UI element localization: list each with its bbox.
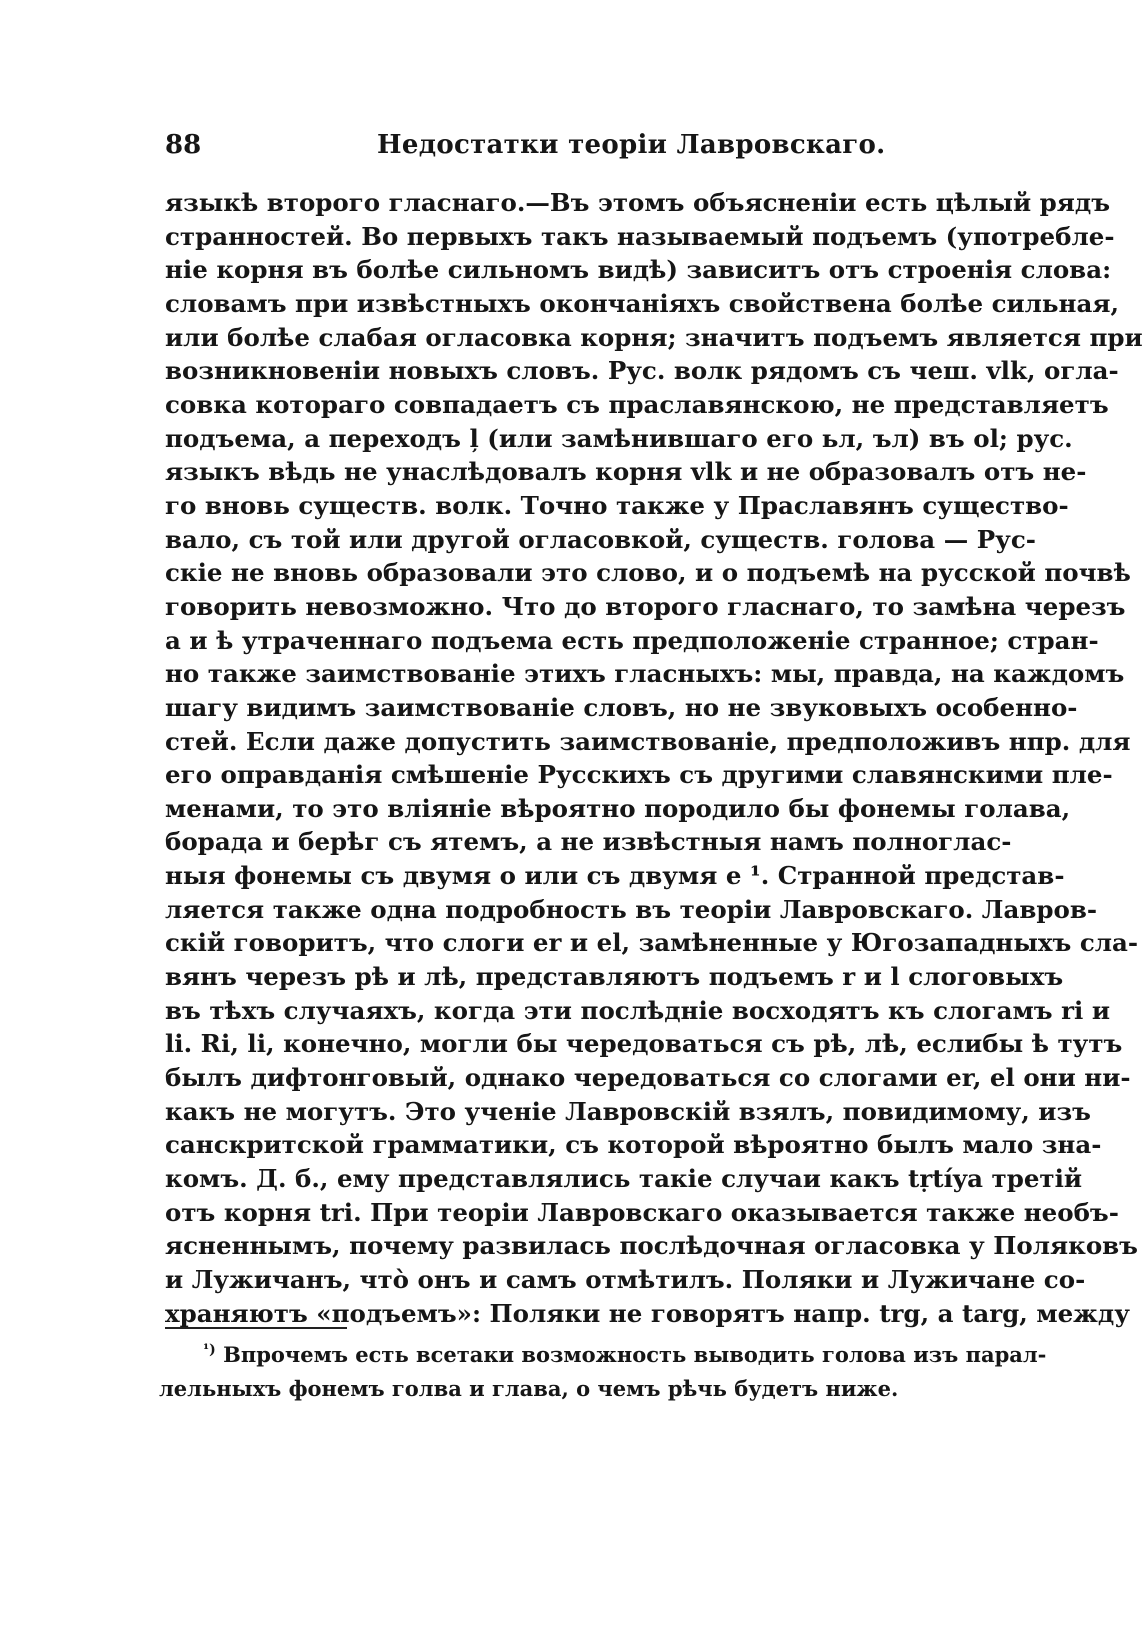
- text-line: храняютъ «подъемъ»: Поляки не говорятъ напр. trg, а targ, между: [165, 1298, 1130, 1328]
- text-line: въ тѣхъ случаяхъ, когда эти послѣдніе восходятъ къ слогамъ ri и: [165, 995, 1111, 1025]
- text-line: комъ. Д. б., ему представлялись такіе случаи какъ tṛtíya третій: [165, 1164, 1083, 1194]
- running-title: Недостатки теоріи Лавровскаго.: [377, 130, 886, 160]
- footnote: [159, 1338, 1047, 1406]
- text-line: скіе не вновь образовали это слово, и о подъемѣ на русской почвѣ: [165, 558, 1131, 588]
- text-line: а и ѣ утраченнаго подъема есть предположеніе странное; стран-: [165, 625, 1099, 655]
- footnote-line: [203, 1338, 1047, 1372]
- footnote-marker: ¹): [203, 1342, 216, 1358]
- text-line: языкъ вѣдь не унаслѣдовалъ корня vlk и не образовалъ отъ не-: [165, 457, 1087, 487]
- text-line: или болѣе слабая огласовка корня; значитъ подъемъ является при: [165, 322, 1143, 352]
- text-line: подъема, а переходъ ļ (или замѣнившаго его ьл, ъл) въ ol; рус.: [165, 423, 1073, 453]
- text-line: борада и берѣг съ ятемъ, а не извѣстныя намъ полноглас-: [165, 827, 1012, 857]
- text-line: его оправданія смѣшеніе Русскихъ съ другими славянскими пле-: [165, 760, 1113, 790]
- text-line: какъ не могутъ. Это ученіе Лавровскій взялъ, повидимому, изъ: [165, 1096, 1091, 1126]
- text-line: но также заимствованіе этихъ гласныхъ: мы, правда, на каждомъ: [165, 659, 1125, 689]
- text-line: совка котораго совпадаетъ съ праславянскою, не представляетъ: [165, 389, 1109, 419]
- text-line: ясненнымъ, почему развилась послѣдочная огласовка у Поляковъ: [165, 1231, 1138, 1261]
- text-line: скій говоритъ, что слоги er и el, замѣненные у Югозападныхъ сла-: [165, 928, 1139, 958]
- text-line: шагу видимъ заимствованіе словъ, но не звуковыхъ особенно-: [165, 692, 1078, 722]
- page-header: [165, 130, 980, 170]
- text-line: стей. Если даже допустить заимствованіе, предположивъ нпр. для: [165, 726, 1131, 756]
- text-line: странностей. Во первыхъ такъ называемый подъемъ (употребле-: [165, 221, 1115, 251]
- footnote-text: Впрочемъ есть всетаки возможность выводить голова изъ парал-: [223, 1342, 1047, 1367]
- text-line: вало, съ той или другой огласовкой, существ. голова — Рус-: [165, 524, 1036, 554]
- text-line: былъ дифтонговый, однако чередоваться со слогами er, el они ни-: [165, 1063, 1131, 1093]
- text-line: санскритской грамматики, съ которой вѣроятно былъ мало зна-: [165, 1130, 1102, 1160]
- text-line: li. Ri, li, конечно, могли бы чередоваться съ рѣ, лѣ, еслибы ѣ тутъ: [165, 1029, 1123, 1059]
- page-number: 88: [165, 130, 202, 160]
- text-line: ніе корня въ болѣе сильномъ видѣ) зависитъ отъ строенія слова:: [165, 255, 1112, 285]
- main-text: [165, 186, 1143, 1330]
- text-line: ляется также одна подробность въ теоріи Лавровскаго. Лавров-: [165, 894, 1098, 924]
- text-line: отъ корня tri. При теоріи Лавровскаго оказывается также необъ-: [165, 1197, 1119, 1227]
- text-line: вянъ черезъ рѣ и лѣ, представляютъ подъемъ r и l слоговыхъ: [165, 962, 1064, 992]
- text-line: и Лужичанъ, чтò онъ и самъ отмѣтилъ. Поляки и Лужичане со-: [165, 1265, 1086, 1294]
- text-line: менами, то это вліяніе вѣроятно породило бы фонемы голава,: [165, 793, 1071, 823]
- text-line: языкѣ второго гласнаго.—Въ этомъ объясненіи есть цѣлый рядъ: [165, 188, 1111, 217]
- text-line: ныя фонемы съ двумя о или съ двумя е ¹. Странной представ-: [165, 861, 1065, 891]
- text-line: го вновь существ. волк. Точно также у Праславянъ существо-: [165, 490, 1069, 520]
- footnote-line: лельныхъ фонемъ голва и глава, о чемъ рѣчь будетъ ниже.: [159, 1376, 899, 1401]
- text-line: словамъ при извѣстныхъ окончаніяхъ свойствена болѣе сильная,: [165, 288, 1119, 318]
- text-line: говорить невозможно. Что до второго гласнаго, то замѣна черезъ: [165, 591, 1126, 621]
- footnote-divider: [165, 1327, 347, 1329]
- text-line: возникновеніи новыхъ словъ. Рус. волк рядомъ съ чеш. vlk, огла-: [165, 356, 1119, 386]
